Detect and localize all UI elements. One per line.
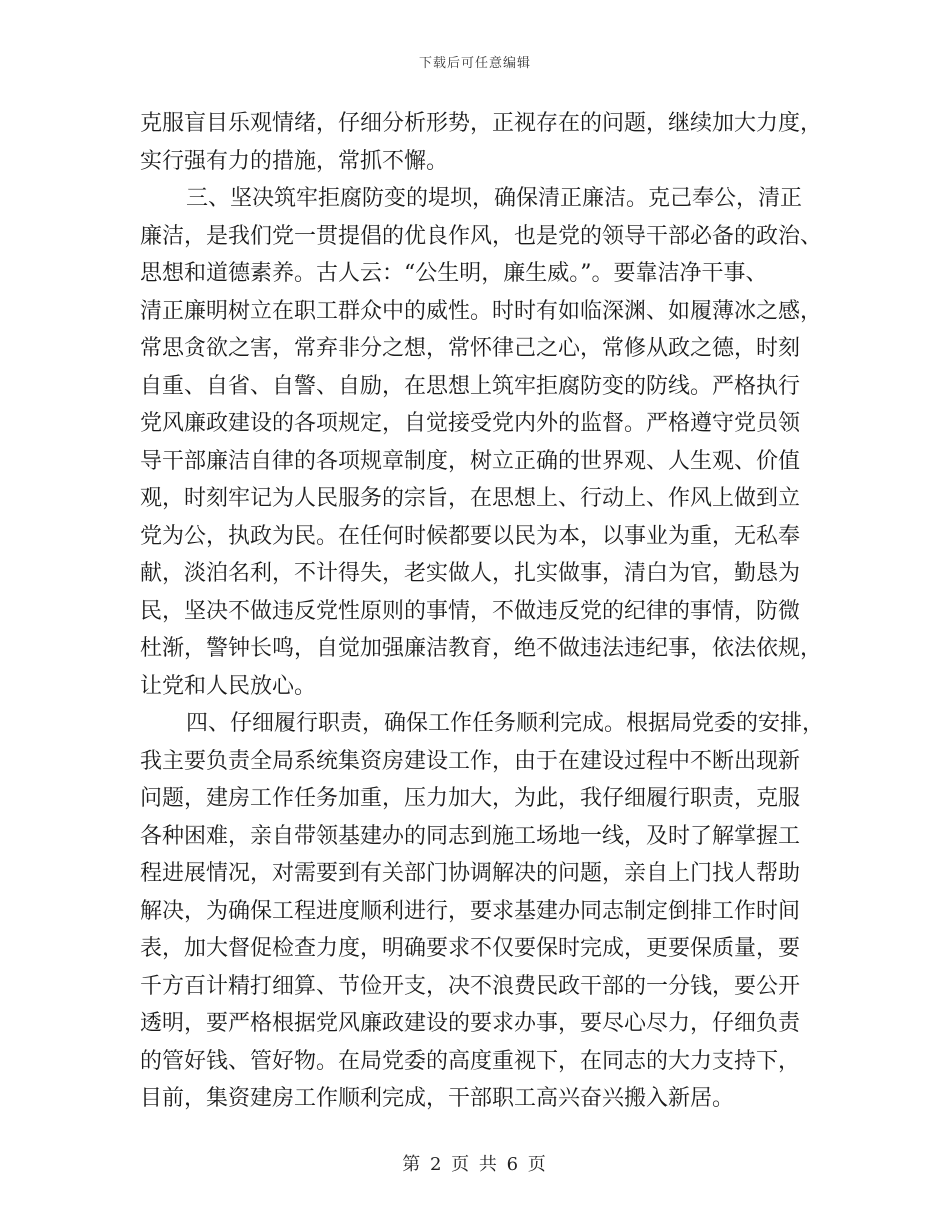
text-line: 各种困难，亲自带领基建办的同志到施工场地一线，及时了解掌握工	[140, 823, 801, 849]
document-body	[140, 105, 825, 1118]
text-line: 党风廉政建设的各项规定，自觉接受党内外的监督。严格遵守党员领	[140, 411, 801, 436]
text-line: 观，时刻牢记为人民服务的宗旨，在思想上、行动上、作风上做到立	[140, 486, 801, 511]
paragraph-start-line: 四、仔细履行职责，确保工作任务顺利完成。根据局党委的安排，	[186, 711, 825, 736]
header-note: 下载后可任意编辑	[418, 56, 531, 71]
text-line: 实行强有力的措施，常抓不懈。	[140, 148, 449, 174]
text-line: 党为公，执政为民。在任何时候都要以民为本，以事业为重，无私奉	[140, 523, 801, 549]
page-number: 第 2 页 共 6 页	[402, 1154, 548, 1175]
text-line: 的管好钱、管好物。在局党委的高度重视下，在同志的大力支持下，	[140, 1048, 801, 1074]
text-line: 清正廉明树立在职工群众中的威性。时时有如临深渊、如履薄冰之感，	[140, 298, 823, 324]
text-line: 自重、自省、自警、自励，在思想上筑牢拒腐防变的防线。严格执行	[140, 373, 801, 399]
text-line: 千方百计精打细算、节俭开支，决不浪费民政干部的一分钱，要公开	[140, 973, 801, 999]
text-line: 我主要负责全局系统集资房建设工作，由于在建设过程中不断出现新	[140, 748, 801, 774]
text-line: 表，加大督促检查力度，明确要求不仅要保时完成，更要保质量，要	[140, 936, 801, 961]
text-line: 解决，为确保工程进度顺利进行，要求基建办同志制定倒排工作时间	[140, 898, 801, 924]
text-line: 让党和人民放心。	[140, 673, 317, 699]
text-line: 目前，集资建房工作顺利完成，干部职工高兴奋兴搬入新居。	[140, 1086, 735, 1111]
text-line: 导干部廉洁自律的各项规章制度，树立正确的世界观、人生观、价值	[140, 448, 801, 474]
text-line: 思想和道德素养。古人云：“公生明，廉生威。”。要靠洁净干事、	[140, 261, 768, 286]
text-line: 杜渐，警钟长鸣，自觉加强廉洁教育，绝不做违法违纪事，依法依规，	[140, 636, 823, 661]
text-line: 问题，建房工作任务加重，压力加大，为此，我仔细履行职责，克服	[140, 786, 801, 811]
text-line: 民，坚决不做违反党性原则的事情，不做违反党的纪律的事情，防微	[140, 598, 801, 624]
text-line: 透明，要严格根据党风廉政建设的要求办事，要尽心尽力，仔细负责	[140, 1011, 801, 1036]
text-line: 常思贪欲之害，常弃非分之想，常怀律己之心，常修从政之德，时刻	[140, 336, 801, 361]
paragraph-start-line: 三、坚决筑牢拒腐防变的堤坝，确保清正廉洁。克己奉公，清正	[186, 186, 803, 211]
text-line: 献，淡泊名利，不计得失，老实做人，扎实做事，清白为官，勤恳为	[140, 561, 801, 586]
text-line: 廉洁，是我们党一贯提倡的优良作风，也是党的领导干部必备的政治、	[140, 223, 823, 249]
text-line: 克服盲目乐观情绪，仔细分析形势，正视存在的问题，继续加大力度，	[140, 111, 823, 136]
text-line: 程进展情况，对需要到有关部门协调解决的问题，亲自上门找人帮助	[140, 861, 801, 886]
